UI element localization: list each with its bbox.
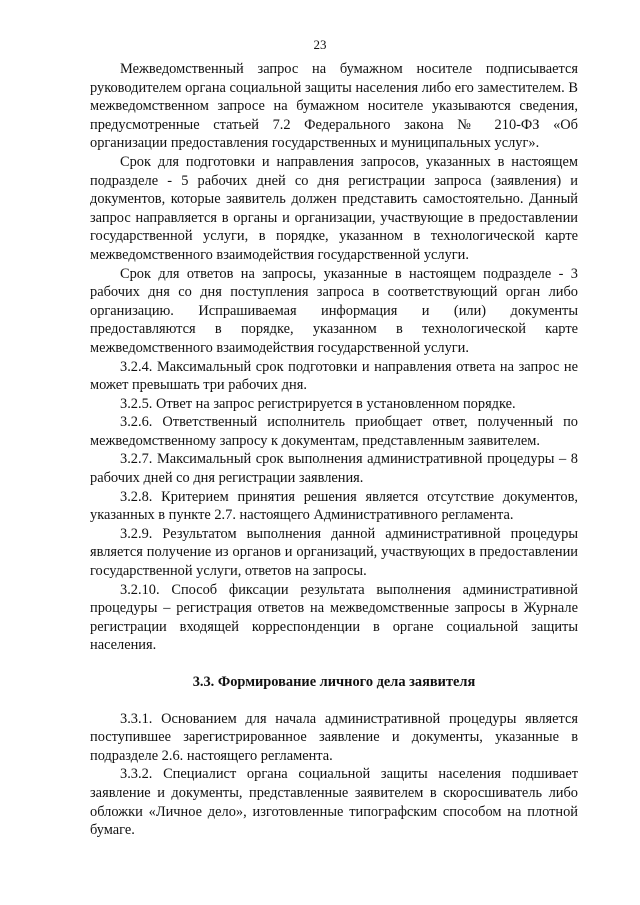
paragraph-3-2-7: 3.2.7. Максимальный срок выполнения административной процедуры – 8 рабочих дней со дня регистрации заявления. <box>90 451 578 487</box>
paragraph-3-2-9: 3.2.9. Результатом выполнения данной административной процедуры является получение из органов и организаций, участвующих в предоставлении государственной услуги, ответов на запросы. <box>90 525 578 580</box>
paragraph-3-2-5: 3.2.5. Ответ на запрос регистрируется в установленном порядке. <box>120 395 516 412</box>
paragraph-interagency-request: Межведомственный запрос на бумажном носителе подписывается руководителем органа социальной защиты населения либо его заместителем. В межведомственном запросе на бумажном носителе указываются сведения, предусмотренные статьей 7.2 Федерального закона № 210-ФЗ «Об организации предоставления государственных и муниципальных услуг». <box>90 61 578 152</box>
paragraph-3-2-4: 3.2.4. Максимальный срок подготовки и направления ответа на запрос не может превышать три рабочих дня. <box>90 358 578 394</box>
paragraph-response-deadline: Срок для ответов на запросы, указанные в настоящем подразделе - 3 рабочих дня со дня поступления запроса в соответствующий орган либо организацию. Испрашиваемая информация и (или) документы предоставляются в порядке, указанном в технологической карте межведомственного взаимодействия государственной услуги. <box>90 265 578 356</box>
document-body <box>90 60 578 840</box>
page-number: 23 <box>313 37 327 52</box>
paragraph-3-2-10: 3.2.10. Способ фиксации результата выполнения административной процедуры – регистрация ответов на межведомственные запросы в Журнале регистрации входящей корреспонденции в органе социальной защиты населения. <box>90 581 578 654</box>
paragraph-3-3-2: 3.3.2. Специалист органа социальной защиты населения подшивает заявление и документы, представленные заявителем в скоросшиватель либо обложки «Личное дело», изготовленные типографским способом на плотной бумаге. <box>90 766 578 839</box>
paragraph-3-3-1: 3.3.1. Основанием для начала административной процедуры является поступившее зарегистрированное заявление и документы, указанные в подразделе 2.6. настоящего регламента. <box>90 710 578 764</box>
paragraph-request-deadline: Срок для подготовки и направления запросов, указанных в настоящем подразделе - 5 рабочих дней со дня регистрации запроса (заявления) и документов, которые заявитель должен представить самостоятельно. Данный запрос направляется в органы и организации, участвующие в предоставлении государственной услуги, в порядке, указанном в технологической карте межведомственного взаимодействия государственной услуги. <box>90 153 578 263</box>
paragraph-3-2-8: 3.2.8. Критерием принятия решения является отсутствие документов, указанных в пункте 2.7. настоящего Административного регламента. <box>90 488 578 524</box>
paragraph-3-2-6: 3.2.6. Ответственный исполнитель приобщает ответ, полученный по межведомственному запросу к документам, представленным заявителем. <box>90 414 578 449</box>
section-heading: 3.3. Формирование личного дела заявителя <box>192 674 476 690</box>
